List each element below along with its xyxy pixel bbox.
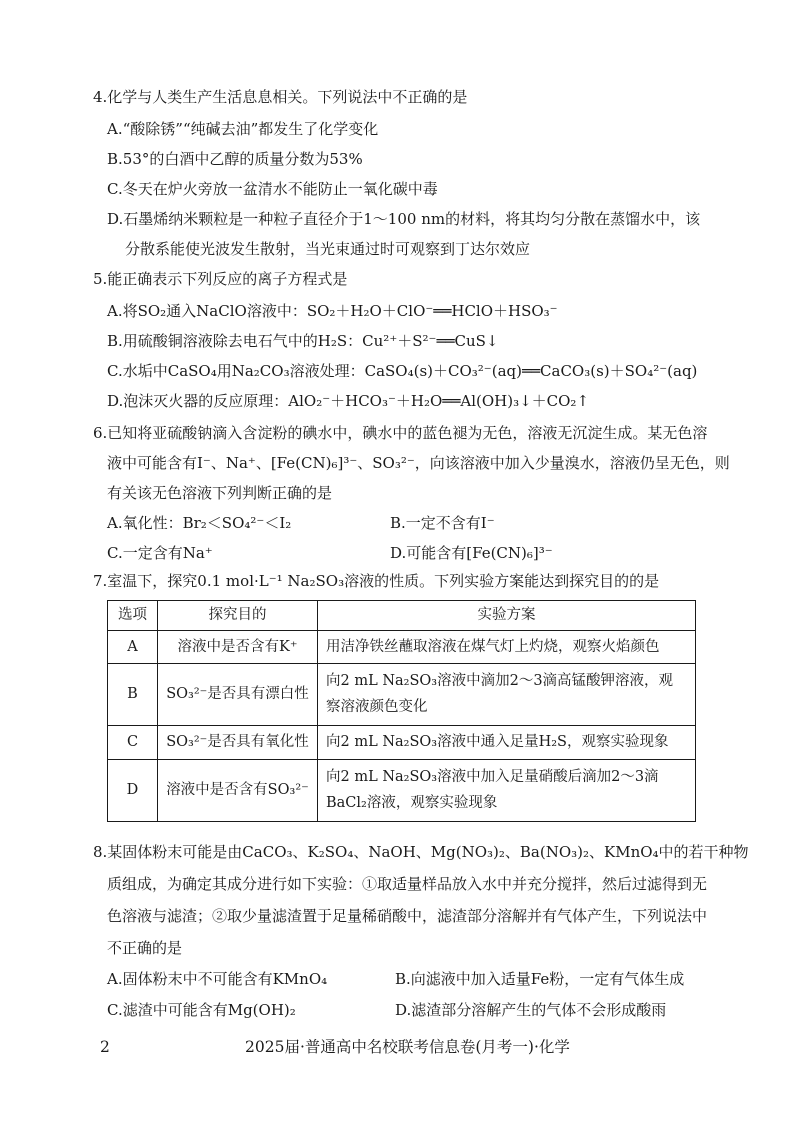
q6-option-d: D.可能含有[Fe(CN)₆]³⁻ <box>390 544 553 562</box>
table-cell-option: A <box>108 631 158 664</box>
table-cell-plan: 向2 mL Na₂SO₃溶液中通入足量H₂S，观察实验现象 <box>318 726 696 760</box>
q8-stem-line3: 色溶液与滤渣；②取少量滤渣置于足量稀硝酸中，滤渣部分溶解并有气体产生，下列说法中 <box>107 907 708 925</box>
table-row <box>108 664 696 726</box>
table-cell-purpose: SO₃²⁻是否具有漂白性 <box>158 664 318 726</box>
page-number: 2 <box>100 1038 110 1056</box>
q4-option-c: C.冬天在炉火旁放一盆清水不能防止一氧化碳中毒 <box>107 180 438 198</box>
table-cell-option: C <box>108 726 158 760</box>
table-cell-plan: 向2 mL Na₂SO₃溶液中滴加2～3滴高锰酸钾溶液，观察溶液颜色变化 <box>326 673 674 715</box>
table-cell-purpose: SO₃²⁻是否具有氧化性 <box>158 726 318 760</box>
q4-option-d-line2: 分散系能使光波发生散射，当光束通过时可观察到丁达尔效应 <box>125 240 531 258</box>
q7-stem: 7.室温下，探究0.1 mol·L⁻¹ Na₂SO₃溶液的性质。下列实验方案能达到探究目的的是 <box>93 572 660 590</box>
table-row <box>108 631 696 664</box>
table-header-cell: 实验方案 <box>318 601 696 631</box>
table-cell-option: D <box>108 760 158 822</box>
q6-option-c: C.一定含有Na⁺ <box>107 544 213 562</box>
table-header-row <box>108 601 696 631</box>
table-header-cell: 选项 <box>108 601 158 631</box>
q5-option-d: D.泡沫灭火器的反应原理：AlO₂⁻＋HCO₃⁻＋H₂O══Al(OH)₃↓＋CO₂↑ <box>107 392 590 410</box>
table-cell-plan: 用洁净铁丝蘸取溶液在煤气灯上灼烧，观察火焰颜色 <box>318 631 696 664</box>
q4-option-b: B.53°的白酒中乙醇的质量分数为53% <box>107 150 363 168</box>
q8-option-c: C.滤渣中可能含有Mg(OH)₂ <box>107 1001 296 1019</box>
q8-stem-line2: 质组成，为确定其成分进行如下实验：①取适量样品放入水中并充分搅拌，然后过滤得到无 <box>107 875 708 893</box>
q8-stem-line4: 不正确的是 <box>107 939 183 957</box>
table-row <box>108 726 696 760</box>
table-cell-purpose: 溶液中是否含有SO₃²⁻ <box>158 760 318 822</box>
table-cell-plan: 向2 mL Na₂SO₃溶液中加入足量硝酸后滴加2～3滴BaCl₂溶液，观察实验现象 <box>326 769 659 811</box>
table-cell-purpose: 溶液中是否含有K⁺ <box>158 631 318 664</box>
table-cell-option: B <box>108 664 158 726</box>
q6-option-a: A.氧化性：Br₂＜SO₄²⁻＜I₂ <box>107 514 292 532</box>
q5-option-a: A.将SO₂通入NaClO溶液中：SO₂＋H₂O＋ClO⁻══HClO＋HSO₃⁻ <box>107 302 558 320</box>
q4-stem: 4.化学与人类生产生活息息相关。下列说法中不正确的是 <box>93 88 468 106</box>
q8-option-d: D.滤渣部分溶解产生的气体不会形成酸雨 <box>395 1001 667 1019</box>
q6-stem-line2: 液中可能含有I⁻、Na⁺、[Fe(CN)₆]³⁻、SO₃²⁻，向该溶液中加入少量溴水，溶液仍呈无色，则 <box>107 454 730 472</box>
q6-stem-line3: 有关该无色溶液下列判断正确的是 <box>107 484 333 502</box>
q6-stem-line1: 6.已知将亚硫酸钠滴入含淀粉的碘水中，碘水中的蓝色褪为无色，溶液无沉淀生成。某无色溶 <box>93 424 708 442</box>
footer-title: 2025届·普通高中名校联考信息卷(月考一)·化学 <box>245 1038 570 1056</box>
q7-experiment-table <box>107 600 696 822</box>
q5-option-c: C.水垢中CaSO₄用Na₂CO₃溶液处理：CaSO₄(s)＋CO₃²⁻(aq)══CaCO₃(s)＋SO₄²⁻(aq) <box>107 362 698 380</box>
q8-option-a: A.固体粉末中不可能含有KMnO₄ <box>107 970 328 988</box>
q5-option-b: B.用硫酸铜溶液除去电石气中的H₂S：Cu²⁺＋S²⁻══CuS↓ <box>107 332 499 350</box>
q4-option-a: A.“酸除锈”“纯碱去油”都发生了化学变化 <box>107 120 379 138</box>
q4-option-d-line1: D.石墨烯纳米颗粒是一种粒子直径介于1～100 nm的材料，将其均匀分散在蒸馏水中，该 <box>107 210 701 228</box>
table-header-cell: 探究目的 <box>158 601 318 631</box>
q6-option-b: B.一定不含有I⁻ <box>390 514 495 532</box>
table-row <box>108 760 696 822</box>
q8-option-b: B.向滤液中加入适量Fe粉，一定有气体生成 <box>395 970 685 988</box>
q8-stem-line1: 8.某固体粉末可能是由CaCO₃、K₂SO₄、NaOH、Mg(NO₃)₂、Ba(NO₃)₂、KMnO₄中的若干种物 <box>93 843 749 861</box>
q5-stem: 5.能正确表示下列反应的离子方程式是 <box>93 270 348 288</box>
